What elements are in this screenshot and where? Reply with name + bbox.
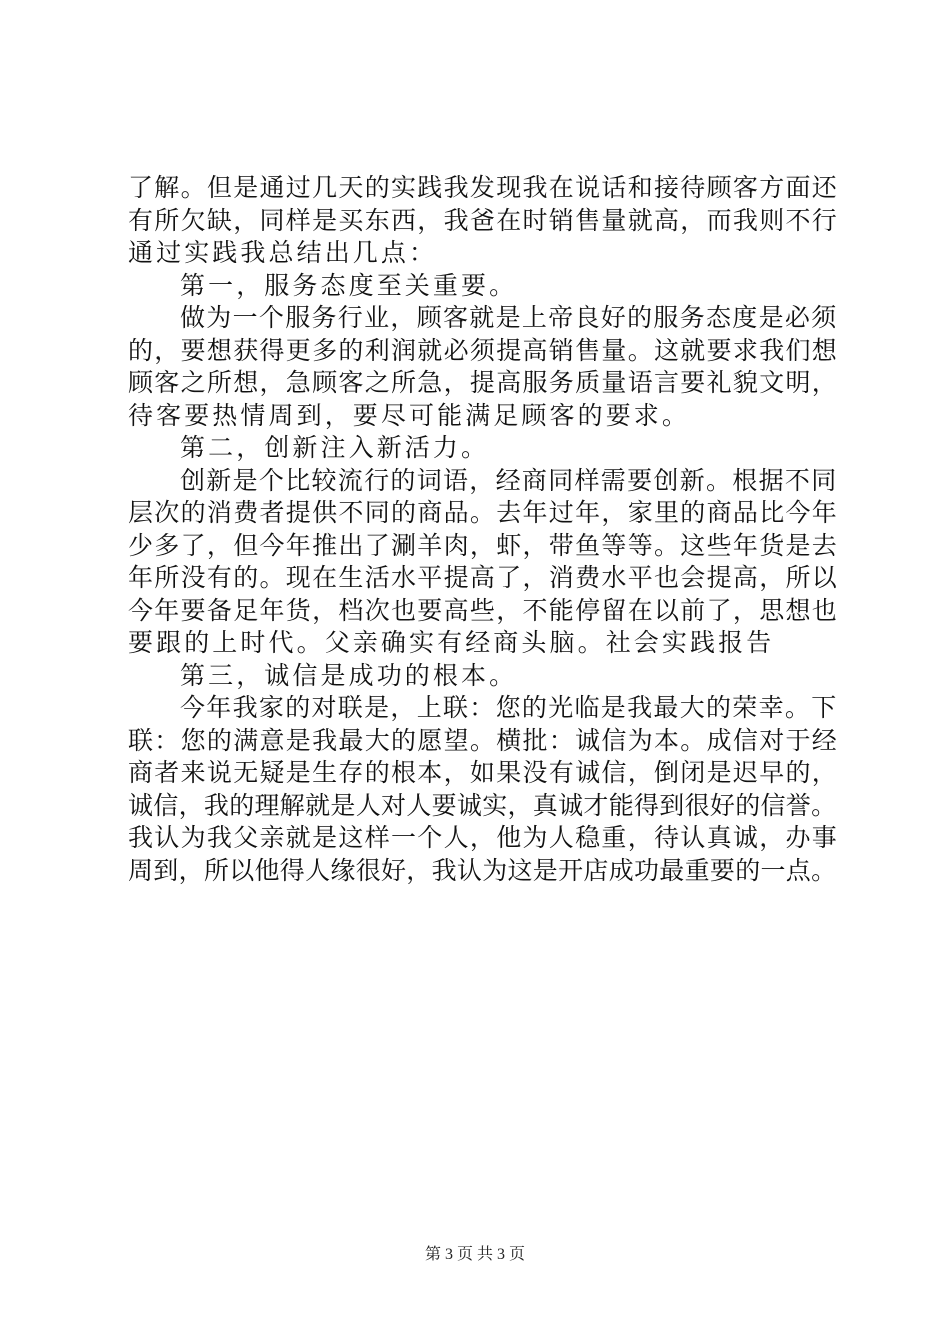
text-line: 今年我家的对联是，上联：您的光临是我最大的荣幸。下	[180, 693, 838, 722]
body-text	[128, 172, 838, 887]
text-line: 商者来说无疑是生存的根本，如果没有诚信，倒闭是迟早的，	[128, 758, 839, 787]
text-line: 周到，所以他得人缘很好，我认为这是开店成功最重要的一点。	[128, 855, 837, 885]
text-line: 联：您的满意是我最大的愿望。横批：诚信为本。成信对于经	[128, 725, 839, 755]
text-line: 了解。但是通过几天的实践我发现我在说话和接待顾客方面还	[128, 173, 839, 202]
text-line: 有所欠缺，同样是买东西，我爸在时销售量就高，而我则不行	[128, 205, 839, 235]
text-line: 要跟的上时代。父亲确实有经商头脑。社会实践报告	[128, 628, 775, 657]
text-line: 待客要热情周到，要尽可能满足顾客的要求。	[128, 400, 691, 430]
text-line: 第二，创新注入新活力。	[180, 433, 490, 462]
text-line: 的，要想获得更多的利润就必须提高销售量。这就要求我们想	[128, 335, 839, 365]
text-line: 第三，诚信是成功的根本。	[180, 660, 518, 690]
text-line: 第一，服务态度至关重要。	[180, 270, 518, 300]
text-line: 通过实践我总结出几点：	[128, 238, 438, 267]
text-line: 顾客之所想，急顾客之所急，提高服务质量语言要礼貌文明，	[128, 368, 839, 397]
page-number-footer: 第 3 页 共 3 页	[424, 1246, 525, 1263]
text-line: 做为一个服务行业，顾客就是上帝良好的服务态度是必须	[180, 303, 838, 332]
text-line: 创新是个比较流行的词语，经商同样需要创新。根据不同	[180, 465, 838, 495]
text-line: 我认为我父亲就是这样一个人，他为人稳重，待认真诚，办事	[128, 823, 839, 852]
text-line: 层次的消费者提供不同的商品。去年过年，家里的商品比今年	[128, 498, 839, 527]
text-line: 少多了，但今年推出了涮羊肉，虾，带鱼等等。这些年货是去	[128, 530, 839, 560]
text-line: 今年要备足年货，档次也要高些，不能停留在以前了，思想也	[128, 595, 839, 625]
text-line: 年所没有的。现在生活水平提高了，消费水平也会提高，所以	[128, 563, 839, 592]
text-line: 诚信，我的理解就是人对人要诚实，真诚才能得到很好的信誉。	[128, 790, 837, 820]
